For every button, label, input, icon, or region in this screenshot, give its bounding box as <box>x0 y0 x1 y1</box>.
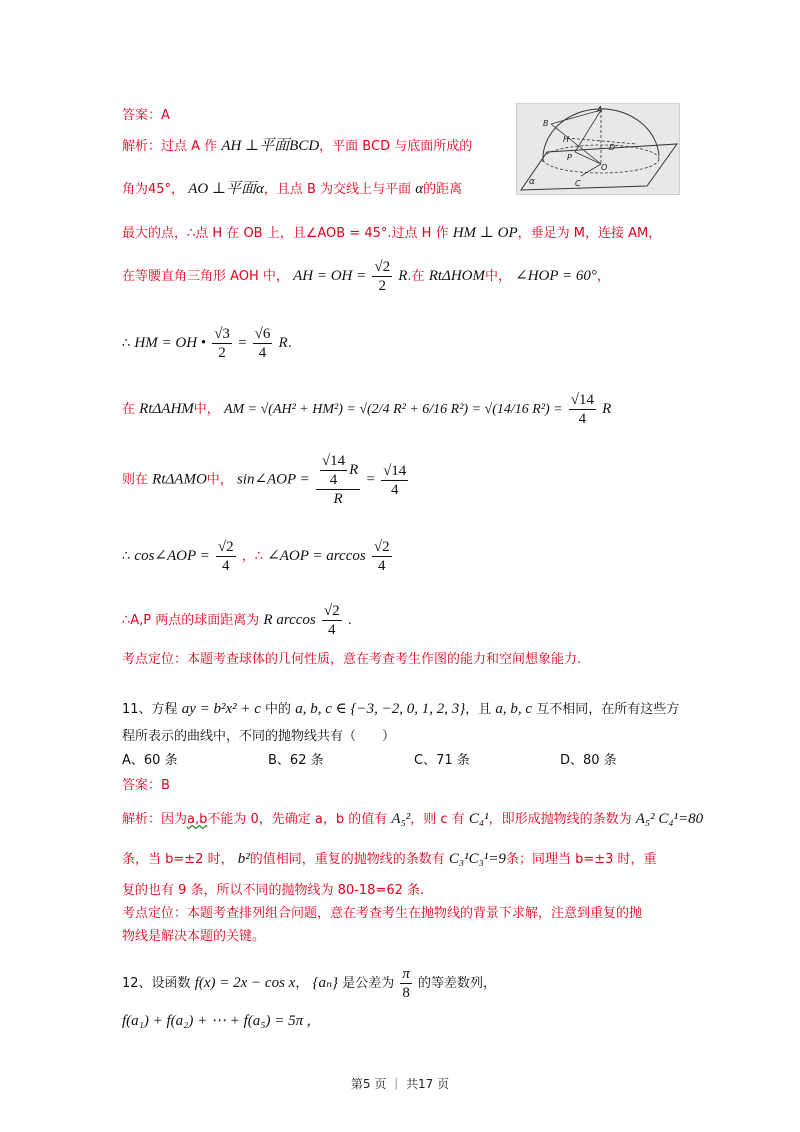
analysis2-line-2: 条，当 b=±2 时， b²的值相同，重复的抛物线的条数有 C₃¹C₃¹=9条；同理当 b=±3 时，重 <box>122 851 657 867</box>
analysis-line-6: 在 RtΔAHM中， AM = √(AH² + HM²) = √(2/4 R² + 6/16 R²) = √(14/16 R²) = $\frac{√14}{4}$ R <box>122 392 612 427</box>
option-d: D、80 条 <box>560 753 617 768</box>
analysis-line-4: 在等腰直角三角形 AOH 中， AH = OH = $\frac{√2}{2}$ R.在 RtΔHOM中， ∠HOP = 60°， <box>122 259 610 294</box>
question-11-line-2: 程所表示的曲线中，不同的抛物线共有（ ） <box>122 729 396 744</box>
fraction: $\frac{√6}{4}$ <box>254 326 271 361</box>
label-D: D <box>609 143 616 152</box>
label-P: P <box>567 153 572 162</box>
option-c: C、71 条 <box>414 753 470 768</box>
option-b: B、62 条 <box>268 753 324 768</box>
sphere-figure <box>516 103 680 195</box>
option-a: A、60 条 <box>122 753 178 768</box>
analysis-line-1: 解析：过点 A 作 AH ⊥平面BCD，平面 BCD 与底面所成的 <box>122 138 473 154</box>
question-12-line-2: f(a₁) + f(a₂) + ⋯ + f(a₅) = 5π , <box>122 1013 311 1029</box>
question-12: 12、设函数 f(x) = 2x − cos x， {aₙ} 是公差为 $\frac{\pi}{8}$ 的等差数列， <box>122 966 497 1001</box>
analysis2-line-1: 解析：因为a,b不能为 0，先确定 a，b 的值有 A₅²，则 c 有 C₄¹，即形成抛物线的条数为 A₅² C₄¹=80 <box>122 811 704 827</box>
hemisphere-diagram <box>517 104 679 194</box>
analysis-line-9: ∴A,P 两点的球面距离为 R arccos $\frac{√2}{4}$ . <box>122 603 352 638</box>
compound-fraction: $\frac{√14}{4}$ R R <box>316 452 360 508</box>
analysis-line-3: 最大的点，∴点 H 在 OB 上，且∠AOB = 45°.过点 H 作 HM ⊥ OP，垂足为 M，连接 AM， <box>122 225 662 241</box>
fraction: $\frac{√2}{4}$ <box>217 539 234 574</box>
answer-label: 答案：A <box>122 108 170 123</box>
label-H: H <box>563 135 570 144</box>
label-O: O <box>601 163 608 172</box>
fraction: $\frac{\pi}{8}$ <box>402 966 410 1001</box>
key-point-1: 考点定位：本题考查球体的几何性质，意在考查考生作图的能力和空间想象能力. <box>122 652 582 667</box>
fraction: $\frac{√14}{4}$ <box>383 462 407 498</box>
fraction: $\frac{√2}{4}$ <box>323 603 340 638</box>
page-footer: 第5 页 ｜ 共17 页 <box>350 1077 450 1091</box>
answer-label-2: 答案：B <box>122 778 170 793</box>
analysis-line-8: ∴ cos∠AOP = $\frac{√2}{4}$ ，∴ ∠AOP = arccos $\frac{√2}{4}$ <box>122 539 390 574</box>
analysis2-line-3: 复的也有 9 条，所以不同的抛物线为 80-18=62 条. <box>122 883 425 898</box>
label-C: C <box>575 179 581 188</box>
fraction: $\frac{√14}{4}$ <box>570 392 594 427</box>
analysis-line-2: 角为45°， AO ⊥平面α，且点 B 为交线上与平面 α的距离 <box>122 181 463 197</box>
question-11: 11、方程 ay = b²x² + c 中的 a, b, c ∈ {−3, −2, 0, 1, 2, 3}，且 a, b, c 互不相同，在所有这些方 <box>122 701 680 717</box>
label-alpha: α <box>529 177 535 187</box>
fraction: $\frac{√3}{2}$ <box>214 326 230 361</box>
analysis-line-5: ∴ HM = OH • $\frac{√3}{2}$ = $\frac{√6}{4}$ R. <box>122 326 292 361</box>
analysis-line-7: 则在 RtΔAMO中， sin∠AOP = $\frac{√14}{4}$ R R = $\frac{√14}{4}$ <box>122 453 407 507</box>
label-A: A <box>597 105 603 114</box>
label-B: B <box>543 119 549 128</box>
fraction: $\frac{√2}{2}$ <box>374 259 391 294</box>
fraction: $\frac{√2}{4}$ <box>373 539 390 574</box>
key-point-2: 考点定位：本题考查排列组合问题，意在考查考生在抛物线的背景下求解，注意到重复的抛 <box>122 906 643 921</box>
key-point-2-cont: 物线是解决本题的关键。 <box>122 929 266 944</box>
